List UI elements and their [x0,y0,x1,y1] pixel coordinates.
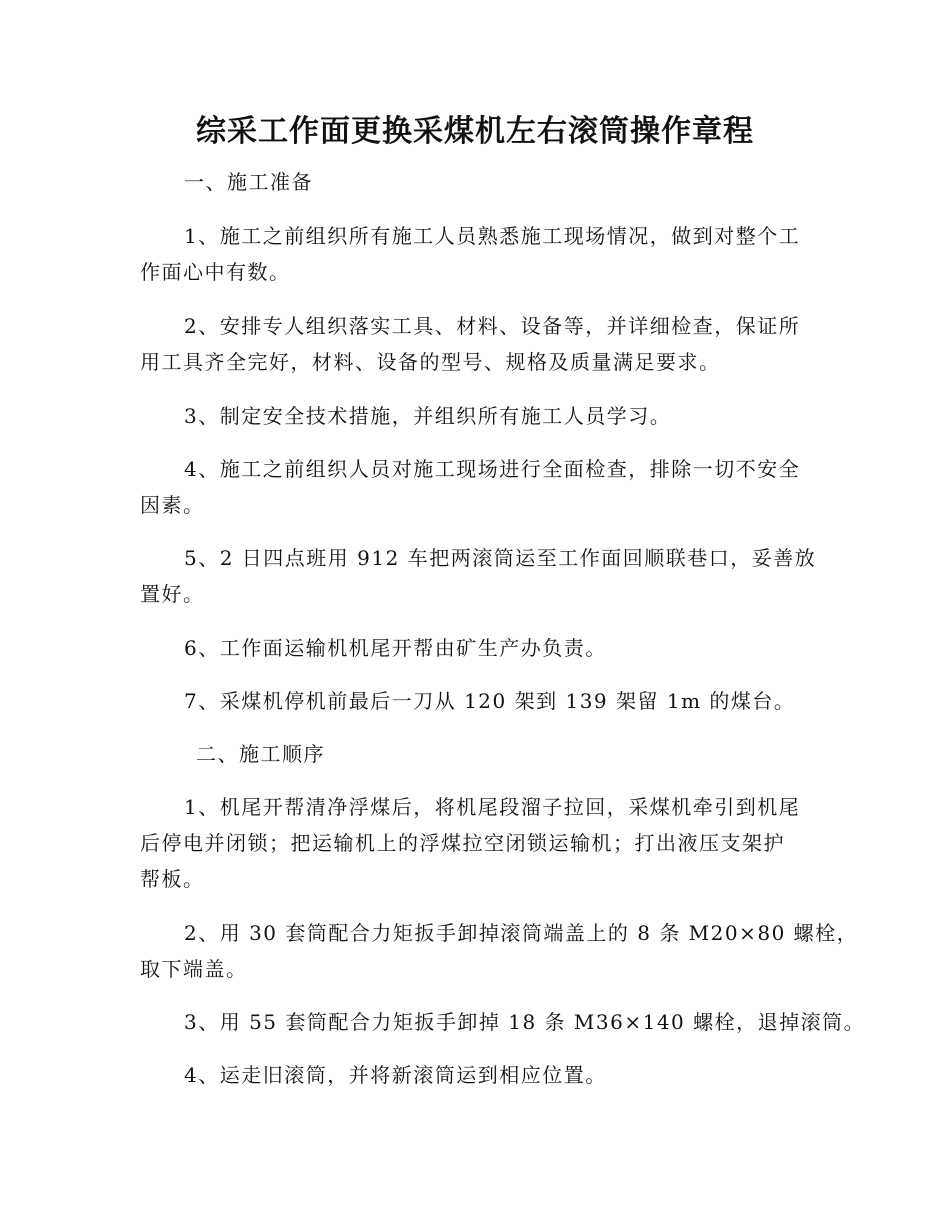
paragraph-line: 6、工作面运输机机尾开帮由矿生产办负责。 [184,636,607,660]
paragraph-line: 4、运走旧滚筒，并将新滚筒运到相应位置。 [184,1063,607,1087]
paragraph-line: 4、施工之前组织人员对施工现场进行全面检查，排除一切不安全 [184,457,801,481]
paragraph-line: 因素。 [140,493,205,517]
paragraph-line: 取下端盖。 [140,957,248,981]
paragraph-line: 3、制定安全技术措施，并组织所有施工人员学习。 [184,404,672,428]
document-title: 综采工作面更换采煤机左右滚筒操作章程 [196,114,754,149]
paragraph-line: 2、用 30 套筒配合力矩扳手卸掉滚筒端盖上的 8 条 M20×80 螺栓， [184,921,859,945]
paragraph-line: 3、用 55 套筒配合力矩扳手卸掉 18 条 M36×140 螺栓，退掉滚筒。 [184,1010,866,1034]
paragraph-line: 置好。 [140,582,205,606]
paragraph-line: 作面心中有数。 [140,260,291,284]
paragraph-line: 帮板。 [140,867,205,891]
paragraph-line: 1、施工之前组织所有施工人员熟悉施工现场情况，做到对整个工 [184,224,801,248]
paragraph-line: 1、机尾开帮清净浮煤后，将机尾段溜子拉回，采煤机牵引到机尾 [184,795,801,819]
paragraph-line: 7、采煤机停机前最后一刀从 120 架到 139 架留 1m 的煤台。 [184,689,796,713]
paragraph-line: 用工具齐全完好，材料、设备的型号、规格及质量满足要求。 [140,350,721,374]
paragraph-line: 2、安排专人组织落实工具、材料、设备等，并详细检查，保证所 [184,314,801,338]
section-heading: 一、施工准备 [184,170,313,194]
paragraph-line: 后停电并闭锁；把运输机上的浮煤拉空闭锁运输机；打出液压支架护 [140,831,785,855]
section-heading: 二、施工顺序 [196,742,325,766]
paragraph-line: 5、2 日四点班用 912 车把两滚筒运至工作面回顺联巷口，妥善放 [184,546,817,570]
